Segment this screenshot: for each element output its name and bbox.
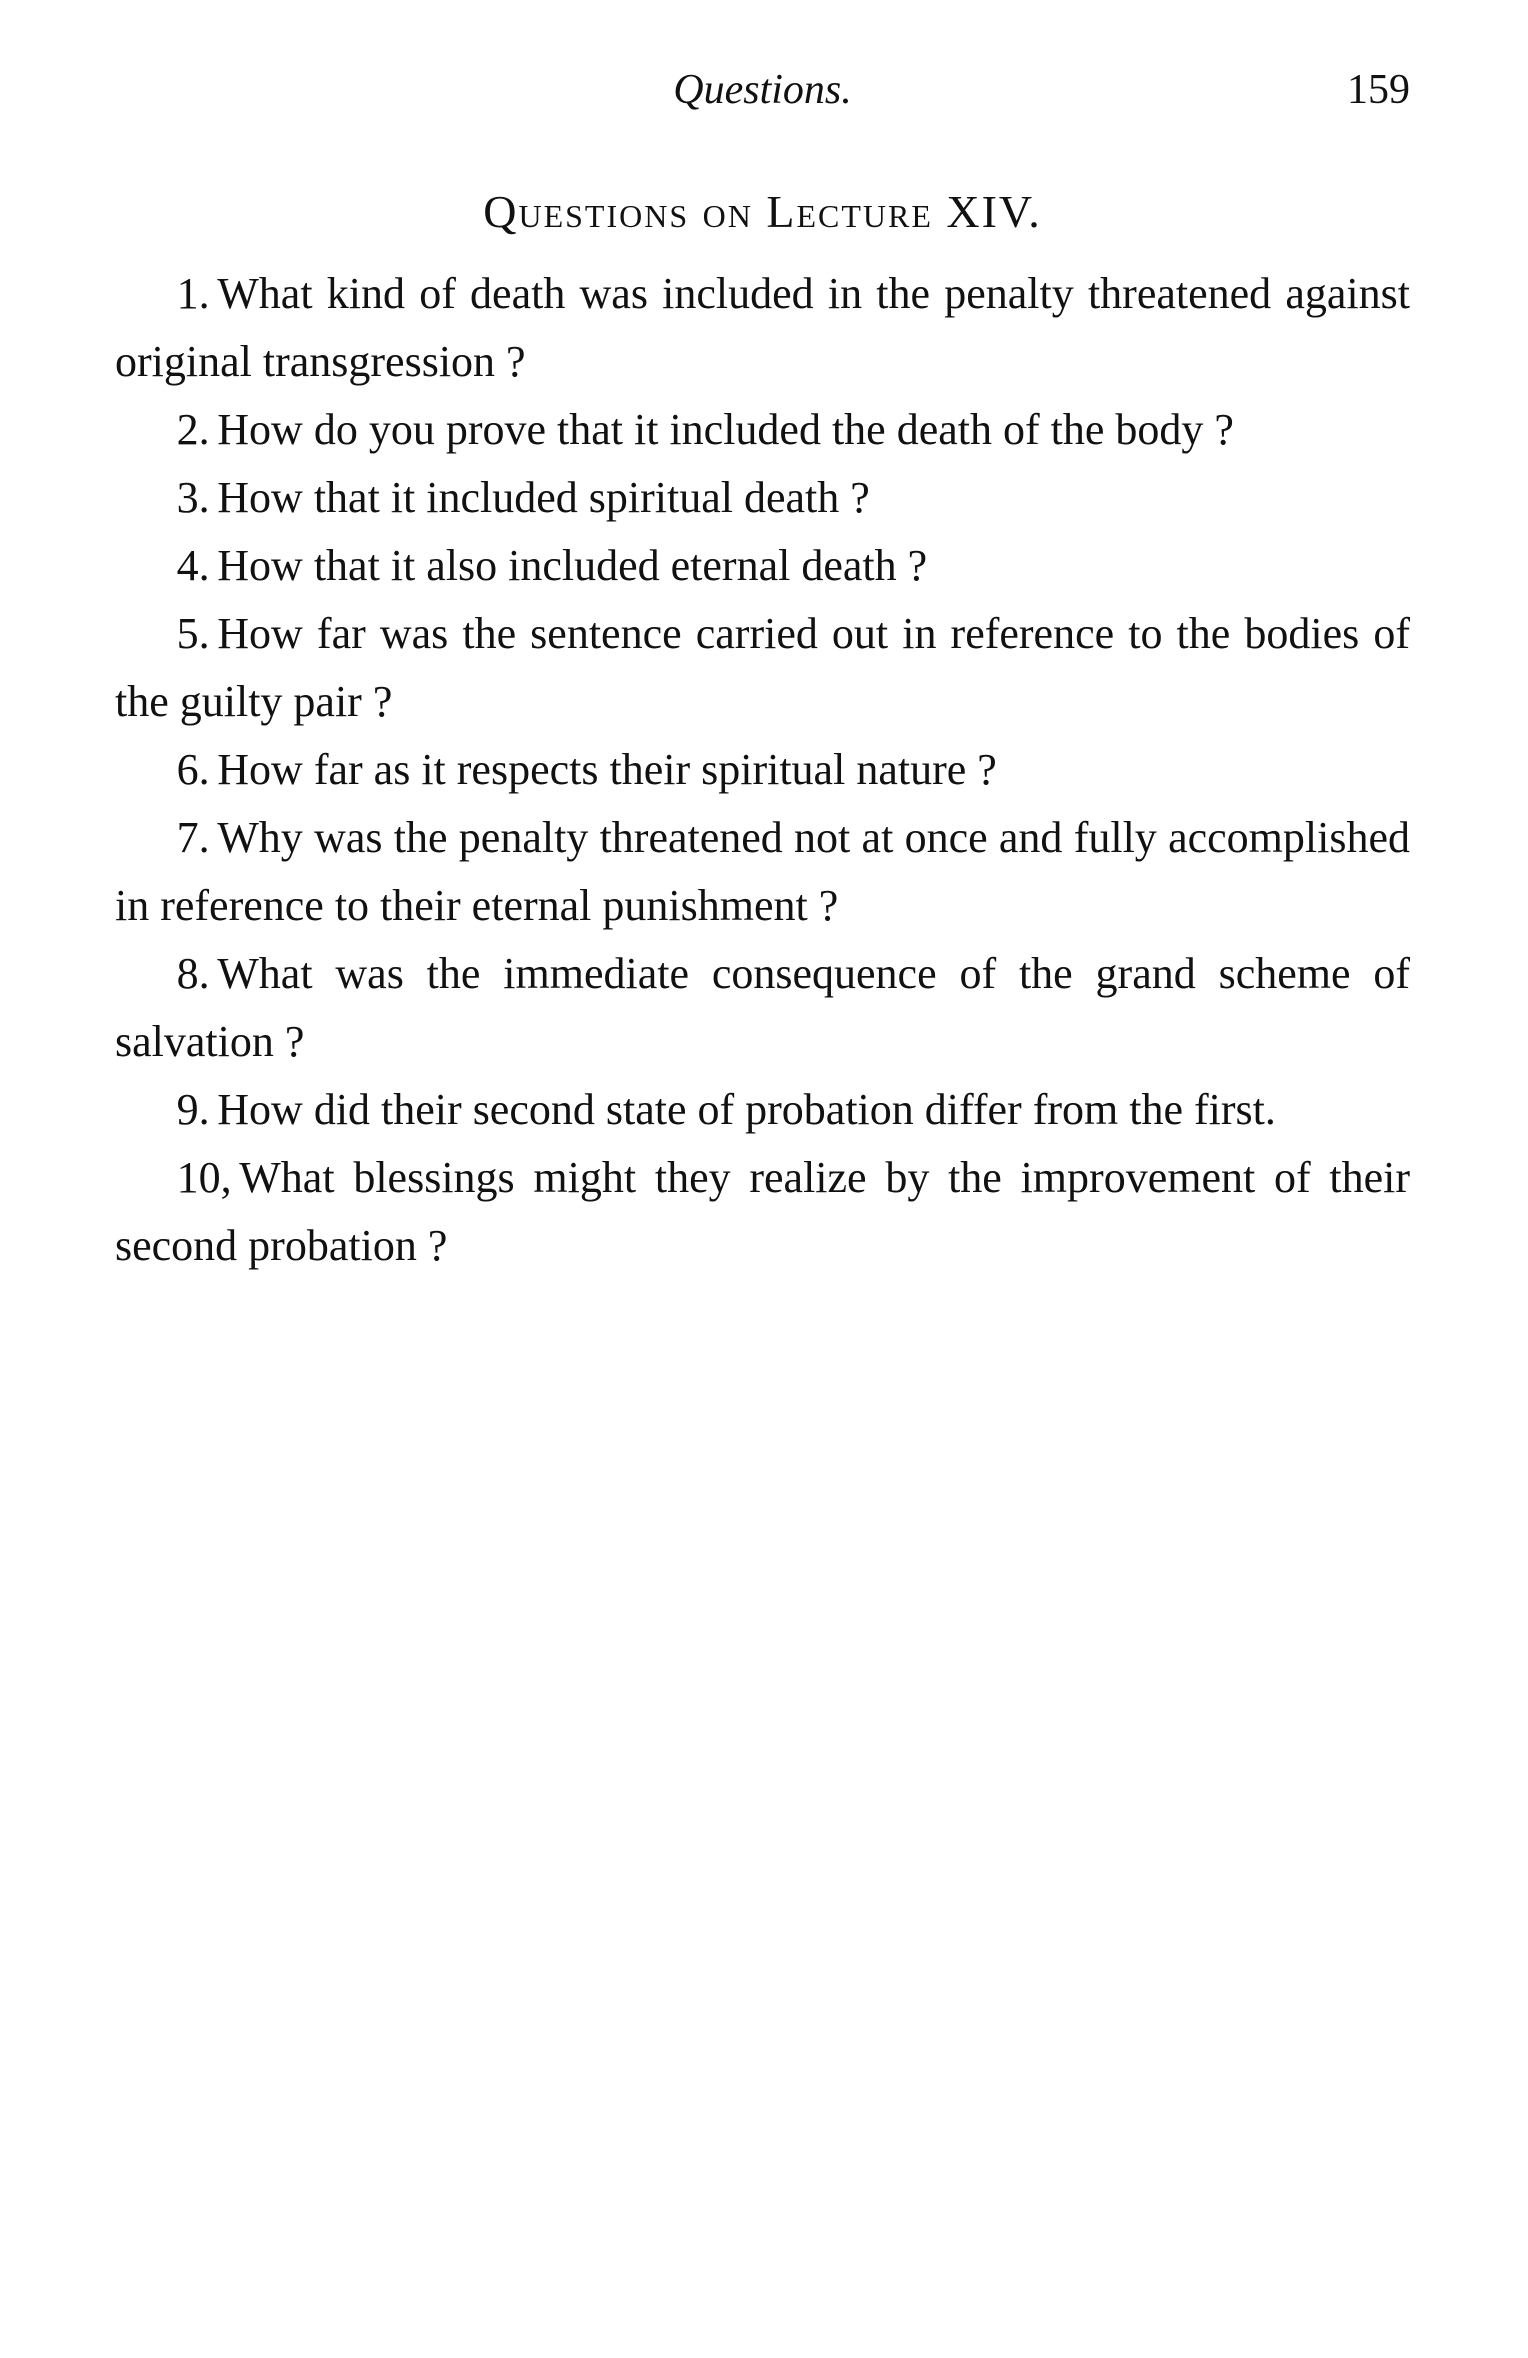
question-text: What was the immediate consequence of the grand scheme of salvation ? [115, 949, 1410, 1066]
question-7 [115, 804, 1410, 940]
question-list [115, 260, 1410, 1280]
page-number: 159 [1347, 67, 1410, 113]
question-number: 7. [176, 813, 210, 862]
question-number: 2. [176, 405, 210, 454]
question-number: 1. [176, 269, 210, 318]
question-8 [115, 940, 1410, 1076]
question-text: How far was the sentence carried out in reference to the bodies of the guilty pair ? [115, 609, 1410, 726]
section-heading: Questions on Lecture XIV. [483, 186, 1042, 237]
question-text: How that it included spiritual death ? [217, 473, 870, 522]
question-text: How that it also included eternal death ? [217, 541, 928, 590]
running-head [115, 60, 1410, 130]
question-5 [115, 600, 1410, 736]
running-title: Questions. [673, 67, 852, 113]
question-2 [115, 396, 1410, 464]
question-number: 8. [176, 949, 210, 998]
question-4 [115, 532, 1410, 600]
question-number: 6. [176, 745, 210, 794]
question-text: How did their second state of probation differ from the first. [217, 1085, 1276, 1134]
question-6 [115, 736, 1410, 804]
book-page [115, 60, 1410, 1280]
question-number: 5. [176, 609, 210, 658]
question-number: 3. [176, 473, 210, 522]
question-10 [115, 1144, 1410, 1280]
question-1 [115, 260, 1410, 396]
question-number: 10, [176, 1153, 232, 1202]
question-3 [115, 464, 1410, 532]
question-number: 9. [176, 1085, 210, 1134]
question-text: What kind of death was included in the penalty threatened against original transgression ? [115, 269, 1410, 386]
question-text: How do you prove that it included the death of the body ? [217, 405, 1234, 454]
question-text: How far as it respects their spiritual nature ? [217, 745, 997, 794]
question-number: 4. [176, 541, 210, 590]
question-9 [115, 1076, 1410, 1144]
question-text: Why was the penalty threatened not at once and fully accomplished in reference to their eternal punishment ? [115, 813, 1410, 930]
question-text: What blessings might they realize by the improvement of their second probation ? [115, 1153, 1410, 1270]
